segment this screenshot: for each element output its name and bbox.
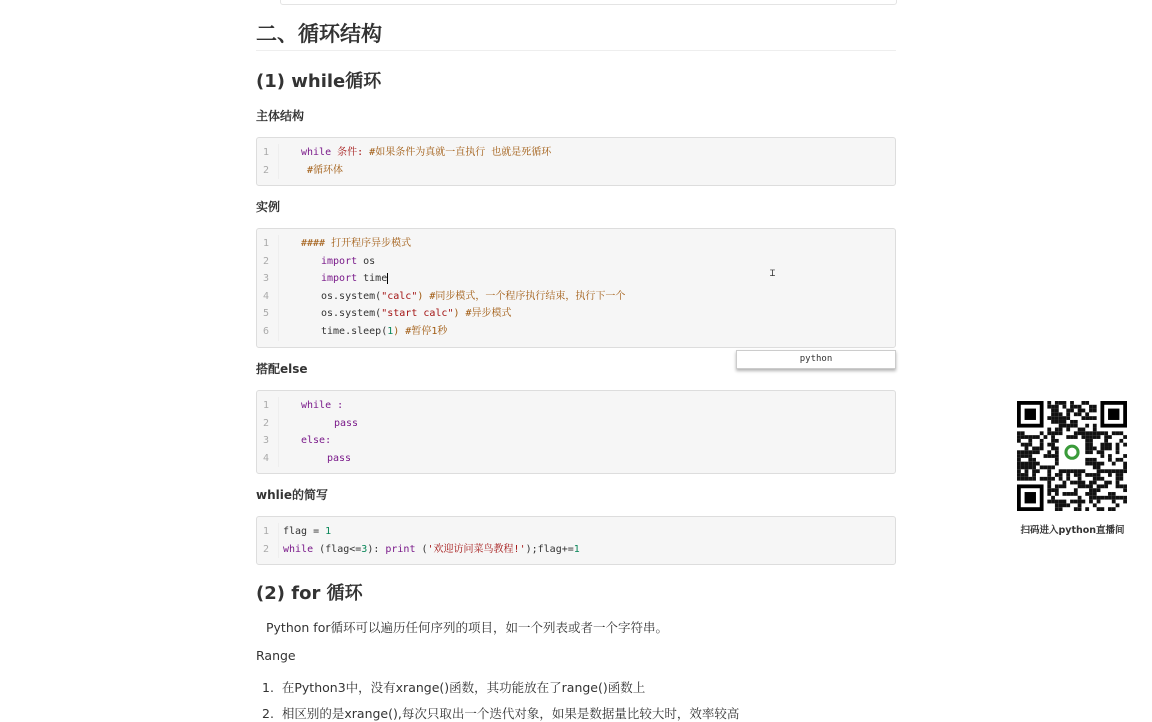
code-token: flag = <box>283 526 326 537</box>
else-label: 搭配else <box>256 362 308 376</box>
code-number: 1 <box>573 543 580 555</box>
code-token: ): <box>367 543 386 555</box>
range-label: Range <box>256 648 296 663</box>
code-token: os.system( <box>321 308 382 320</box>
code-token: 条件: <box>337 147 370 158</box>
code-token: while : <box>301 400 344 411</box>
code-block-short[interactable]: 1 flag = 1 2 while (flag<=3): print ('欢迎访问菜鸟教程!');flag+=1 <box>256 516 896 565</box>
for-heading: (2) for 循环 <box>256 583 363 604</box>
code-token: while <box>301 147 338 158</box>
text-cursor-line: time <box>357 273 388 285</box>
code-token: pass <box>334 417 359 429</box>
language-tooltip: python <box>736 350 896 369</box>
list-item: 2. 相区别的是xrange(),每次只取出一个迭代对象，如果是数据量比较大时，效率较高 <box>262 706 740 721</box>
code-token: os.system( <box>321 290 382 302</box>
code-token: (flag<= <box>313 543 362 555</box>
code-comment: #循环体 <box>301 164 344 176</box>
code-comment: #如果条件为真就一直执行 也就是死循环 <box>369 147 552 158</box>
qr-code <box>1017 396 1127 516</box>
code-token: import <box>321 273 358 285</box>
list-item-text: 相区别的是xrange(),每次只取出一个迭代对象，如果是数据量比较大时，效率较高 <box>281 706 740 721</box>
code-token: time.sleep( <box>321 325 388 337</box>
code-comment: #### 打开程序异步模式 <box>301 238 412 249</box>
code-block-else[interactable]: 1 while : 2 pass 3 else: 4 pass <box>256 390 896 474</box>
for-description: Python for循环可以遍历任何序列的项目，如一个列表或者一个字符串。 <box>266 620 668 635</box>
code-comment: ) #暂停1秒 <box>393 325 448 337</box>
code-number: 1 <box>325 526 332 537</box>
code-string: "calc" <box>381 290 418 302</box>
code-block-main[interactable]: 1 while 条件: #如果条件为真就一直执行 也就是死循环 2 #循环体 <box>256 137 896 186</box>
code-string: '欢迎访问菜鸟教程!' <box>427 543 526 555</box>
code-block-example[interactable]: 1 #### 打开程序异步模式 2 import os 3 import time 4 os.system("calc") #同步模式，一个程序执行结束，执行下一个 5 os.system("start calc") #异步模式 6 time.sleep(1) #暂停1秒 <box>256 228 896 348</box>
while-short-label: whlie的简写 <box>256 488 328 502</box>
code-token: print <box>385 543 416 555</box>
code-token: pass <box>327 452 352 464</box>
section-heading: 二、循环结构 <box>256 22 382 46</box>
code-string: "start calc" <box>381 308 454 320</box>
code-token: );flag+= <box>525 543 574 555</box>
while-heading: (1) while循环 <box>256 71 382 92</box>
code-token: while <box>283 543 314 555</box>
divider <box>256 50 896 51</box>
list-item-text: 在Python3中，没有xrange()函数，其功能放在了range()函数上 <box>281 680 646 695</box>
list-item: 1. 在Python3中，没有xrange()函数，其功能放在了range()函数上 <box>262 680 646 695</box>
code-token: else: <box>301 435 332 447</box>
qr-caption: 扫码进入python直播间 <box>1020 525 1125 536</box>
previous-code-block <box>280 0 897 5</box>
code-comment: ) #同步模式，一个程序执行结束，执行下一个 <box>417 290 626 302</box>
code-number: 3 <box>361 543 368 555</box>
mouse-cursor-icon: Ɪ <box>770 269 776 279</box>
main-structure-label: 主体结构 <box>256 109 305 123</box>
example-label: 实例 <box>256 200 281 214</box>
code-comment: ) #异步模式 <box>453 308 512 320</box>
code-number: 1 <box>387 325 394 337</box>
code-token: import <box>321 255 358 267</box>
